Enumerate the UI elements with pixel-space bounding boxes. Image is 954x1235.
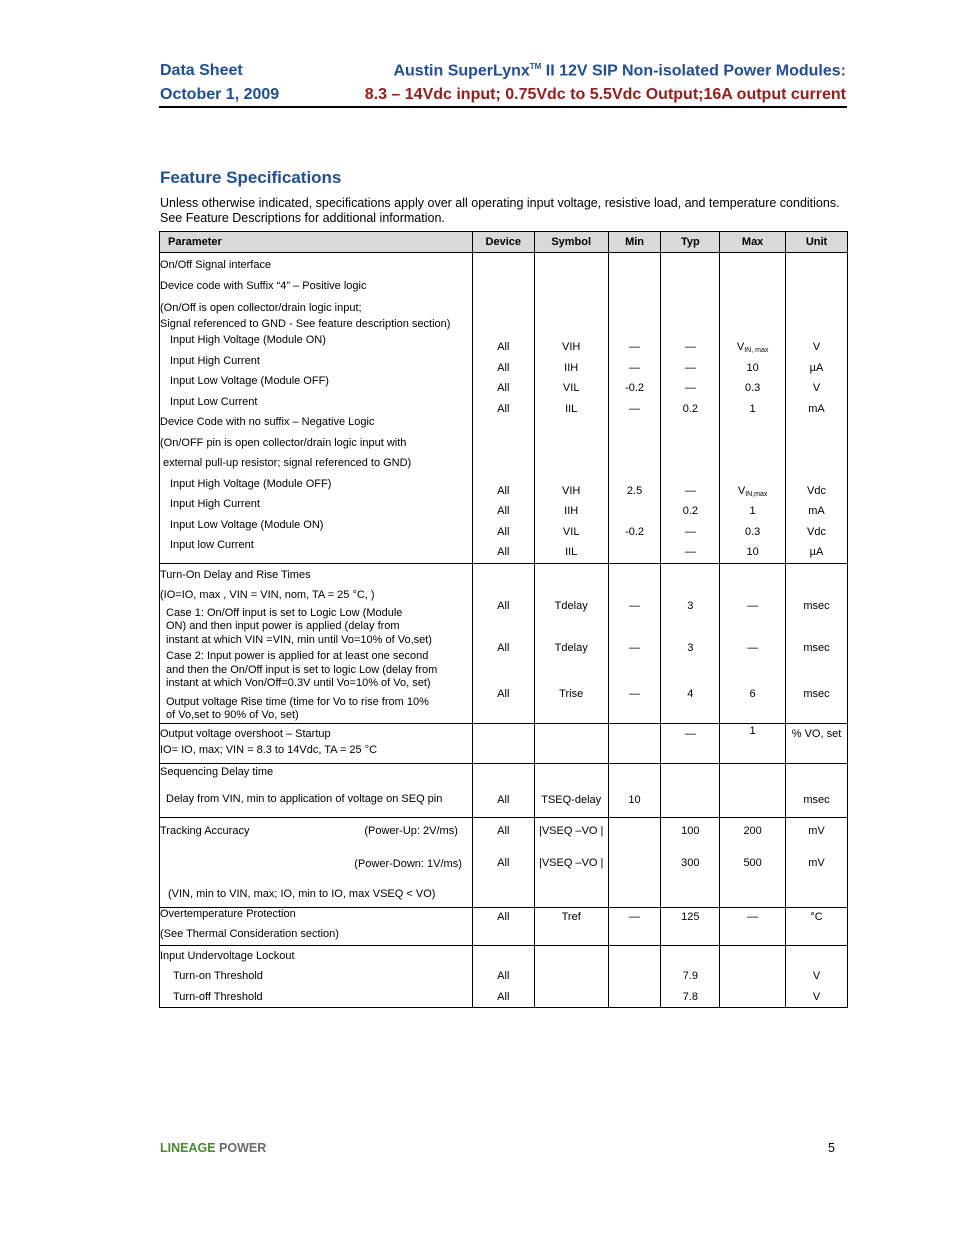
header-rule xyxy=(159,106,847,108)
section-title: Feature Specifications xyxy=(160,168,342,187)
turnon-max-cell: — — 6 xyxy=(720,563,786,723)
overtemp-param-cell: Overtemperature Protection (See Thermal Consideration section) xyxy=(160,907,473,945)
product-title: Austin SuperLynx™ II 12V SIP Non-isolated Power Modules: xyxy=(393,62,846,80)
col-device: Device xyxy=(472,232,534,253)
table-row-tracking xyxy=(160,817,848,907)
overtemp-min-cell: — xyxy=(608,907,661,945)
sequencing-symbol-cell: TSEQ-delay xyxy=(534,763,608,817)
onoff-device-cell: All All All All All All All All xyxy=(472,253,534,564)
col-max: Max xyxy=(720,232,786,253)
col-unit: Unit xyxy=(786,232,848,253)
overtemp-device-cell: All xyxy=(472,907,534,945)
sequencing-device-cell: All xyxy=(472,763,534,817)
uvlo-unit-cell: V V xyxy=(786,945,848,1008)
doc-type: Data Sheet xyxy=(160,62,243,79)
intro-text: Unless otherwise indicated, specifications apply over all operating input voltage, resistive load, and temperature conditions. See Feature Descriptions for additional information. xyxy=(160,196,840,225)
onoff-param-cell: On/Off Signal interface Device code with Suffix “4” – Positive logic (On/Off is open collector/drain logic input; Signal referenced to GND - See feature description section) Input High Voltage (Module ON) Input High Current Input Low Voltage (Module OFF) Input Low Current Device Code with no suffix – Negative Logic (On/OFF pin is open collector/drain logic input with external pull-up resistor; signal referenced to GND) Input High Voltage (Module OFF) Input High Current Input Low Voltage (Module ON) Input low Current xyxy=(160,253,473,564)
overshoot-typ-cell: — xyxy=(661,723,720,763)
uvlo-param-cell: Input Undervoltage Lockout Turn-on Threshold Turn-off Threshold xyxy=(160,945,473,1008)
col-symbol: Symbol xyxy=(534,232,608,253)
product-subtitle: 8.3 – 14Vdc input; 0.75Vdc to 5.5Vdc Output;16A output current xyxy=(364,86,846,103)
col-typ: Typ xyxy=(661,232,720,253)
spec-table xyxy=(159,231,848,1008)
onoff-min-cell: — — -0.2 — 2.5 -0.2 xyxy=(608,253,661,564)
onoff-symbol-cell: VIH IIH VIL IIL VIH IIH VIL IIL xyxy=(534,253,608,564)
sequencing-param-cell: Sequencing Delay time Delay from VIN, min to application of voltage on SEQ pin xyxy=(160,763,473,817)
overshoot-param-cell: Output voltage overshoot – Startup IO= IO, max; VIN = 8.3 to 14Vdc, TA = 25 °C xyxy=(160,723,473,763)
tracking-unit-cell: mV mV xyxy=(786,817,848,907)
turnon-device-cell: All All All xyxy=(472,563,534,723)
doc-date: October 1, 2009 xyxy=(160,86,280,103)
turnon-unit-cell: msec msec msec xyxy=(786,563,848,723)
table-row-turnon xyxy=(160,563,848,723)
table-row-overshoot xyxy=(160,723,848,763)
turnon-symbol-cell: Tdelay Tdelay Trise xyxy=(534,563,608,723)
turnon-param-cell: Turn-On Delay and Rise Times (IO=IO, max , VIN = VIN, nom, TA = 25 °C, ) Case 1: On/Off input is set to Logic Low (Module ON) and then input power is applied (delay from instant at which VIN =VIN, min until Vo=10% of Vo,set) Case 2: Input power is applied for at least one second and then the On/Off input is set to logic Low (delay from instant at which Von/Off=0.3V until Vo=10% of Vo, set) Output voltage Rise time (time for Vo to rise from 10% of Vo,set to 90% of Vo, set) xyxy=(160,563,473,723)
tracking-param-cell: Tracking Accuracy (Power-Up: 2V/ms) (Power-Down: 1V/ms) (VIN, min to VIN, max; IO, min to IO, max VSEQ < VO) xyxy=(160,817,473,907)
col-min: Min xyxy=(608,232,661,253)
sequencing-min-cell: 10 xyxy=(608,763,661,817)
onoff-typ-cell: — — — 0.2 — 0.2 — — xyxy=(661,253,720,564)
sequencing-unit-cell: msec xyxy=(786,763,848,817)
onoff-max-cell: VIN, max 10 0.3 1 VIN,max 1 0.3 10 xyxy=(720,253,786,564)
overshoot-max-cell: 1 xyxy=(720,723,786,763)
tracking-typ-cell: 100 300 xyxy=(661,817,720,907)
tracking-symbol-cell: |VSEQ –VO | |VSEQ –VO | xyxy=(534,817,608,907)
uvlo-typ-cell: 7.9 7.8 xyxy=(661,945,720,1008)
turnon-typ-cell: 3 3 4 xyxy=(661,563,720,723)
tracking-max-cell: 200 500 xyxy=(720,817,786,907)
table-row-overtemp xyxy=(160,907,848,945)
table-row-sequencing xyxy=(160,763,848,817)
overshoot-unit-cell: % VO, set xyxy=(786,723,848,763)
overtemp-symbol-cell: Tref xyxy=(534,907,608,945)
table-header-row xyxy=(160,232,848,253)
overtemp-max-cell: — xyxy=(720,907,786,945)
footer-brand: LINEAGE POWER xyxy=(160,1141,267,1155)
table-row-onoff xyxy=(160,253,848,564)
overtemp-typ-cell: 125 xyxy=(661,907,720,945)
tracking-device-cell: All All xyxy=(472,817,534,907)
page-number: 5 xyxy=(828,1141,835,1155)
uvlo-device-cell: All All xyxy=(472,945,534,1008)
overtemp-unit-cell: °C xyxy=(786,907,848,945)
turnon-min-cell: — — — xyxy=(608,563,661,723)
onoff-unit-cell: V µA V mA Vdc mA Vdc µA xyxy=(786,253,848,564)
col-parameter: Parameter xyxy=(160,232,473,253)
table-row-uvlo xyxy=(160,945,848,1008)
